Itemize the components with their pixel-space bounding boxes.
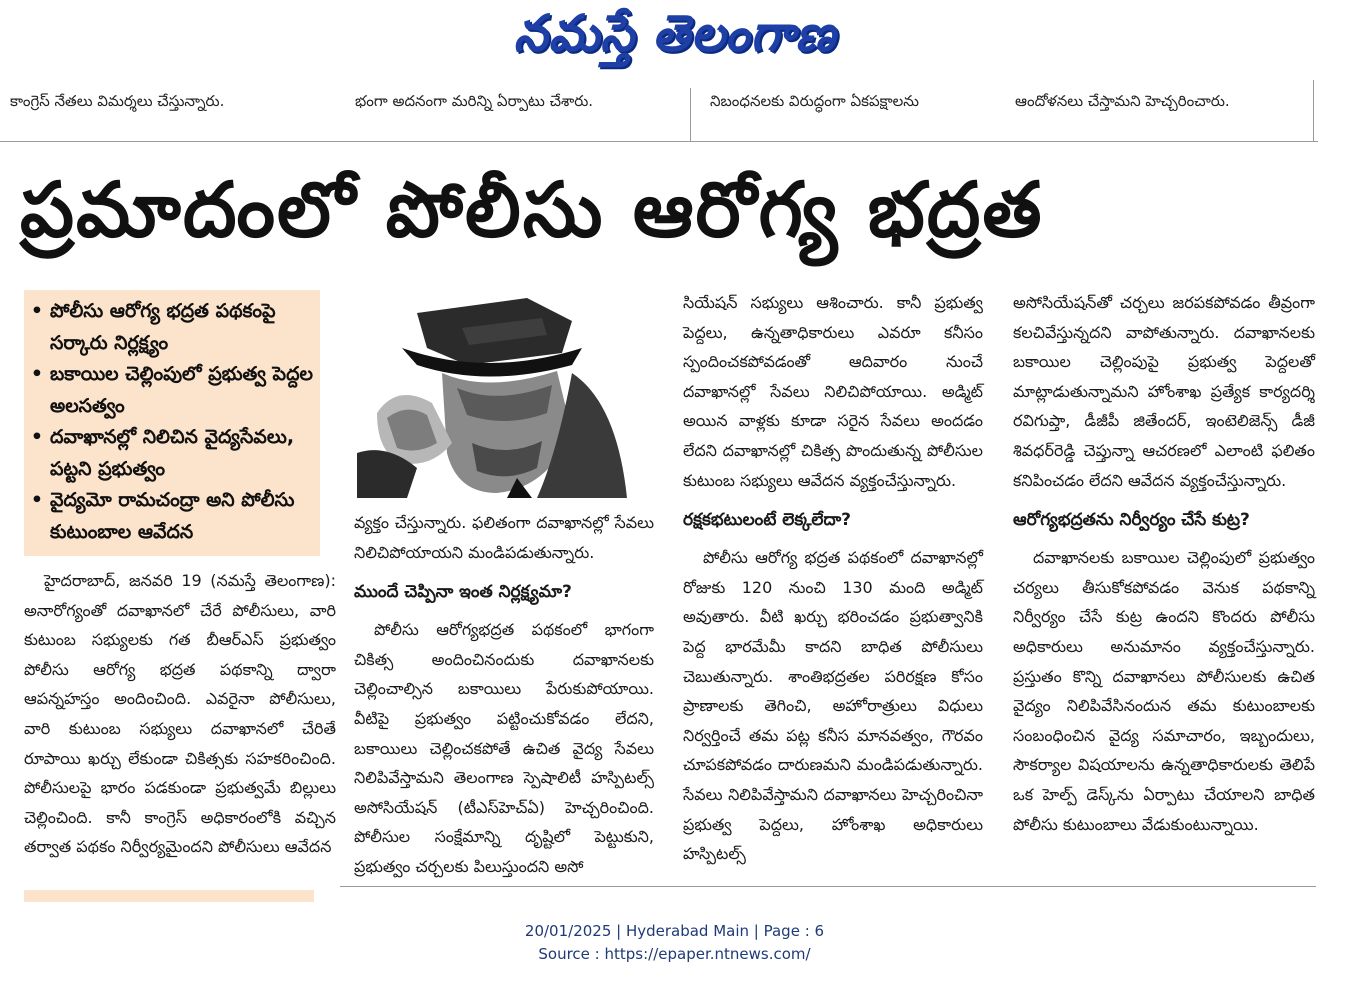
strip-text-2: భంగా అదనంగా మరిన్ని ఏర్పాటు చేశారు. <box>355 92 594 110</box>
highlights-box <box>24 290 320 556</box>
police-officer-illustration <box>357 293 647 498</box>
paragraph: వ్యక్తం చేస్తున్నారు. ఫలితంగా దవాఖానల్లో సేవలు నిలిచిపోయాయని మండిపడుతున్నారు. <box>354 513 654 562</box>
column-3 <box>683 288 983 869</box>
paragraph: పోలీసు ఆరోగ్యభద్రత పథకంలో భాగంగా చికిత్స అందించినందుకు దవాఖానలకు చెల్లించాల్సిన బకాయిలు పేరుకుపోయాయి. వీటిపై ప్రభుత్వం పట్టించుకోవడం లేదని, బకాయిలు చెల్లించకపోతే ఉచిత వైద్య సేవలు నిలిపివేస్తామని తెలంగాణ స్పెషాలిటీ హస్పిటల్స్ అసోసియేషన్ (టీఎస్‌హెచ్‌ఏ) హెచ్చరించింది. పోలీసుల సంక్షేమాన్ని దృష్టిలో పెట్టుకుని, ప్రభుత్వం చర్చలకు పిలుస్తుందని అసో <box>354 620 654 876</box>
paragraph: దవాఖానలకు బకాయిల చెల్లింపులో ప్రభుత్వం చర్యలు తీసుకోకపోవడం వెనుక పథకాన్ని నిర్వీర్యం చేసే కుట్ర ఉందని కొందరు పోలీసు అధికారులు అనుమానం వ్యక్తంచేస్తున్నారు. ప్రస్తుతం కొన్ని దవాఖానలు పోలీసులకు ఉచిత వైద్యం నిలిపివేసినందున తమ కుటుంబాలకు సంబంధించిన వైద్య సమాచారం, ఇబ్బందులు, సౌకర్యాల విషయాలను ఉన్నతాధికారులకు తెలిపే ఒక హెల్ప్ డెస్క్‌ను ఏర్పాటు చేయాలని బాధిత పోలీసు కుటుంబాలు వేడుకుంటున్నాయి. <box>1013 548 1315 834</box>
paragraph: హైదరాబాద్, జనవరి 19 (నమస్తే తెలంగాణ): అనారోగ్యంతో దవాఖానలో చేరే పోలీసులు, వారి కుటుంబ సభ్యులకు గత బీఆర్ఎస్ ప్రభుత్వం పోలీసు ఆరోగ్య భద్రత పథకాన్ని ద్వారా ఆపన్నహస్తం అందించింది. ఎవరైనా పోలీసులు, వారి కుటుంబ సభ్యులు దవాఖానలో చేరితే రూపాయి ఖర్చు లేకుండా చికిత్సకు సహకరించింది. పోలీసులపై భారం పడకుండా ప్రభుత్వమే బిల్లులు చెల్లించింది. కానీ కాంగ్రెస్ అధికారంలోకి వచ్చిన తర్వాత పథకం నిర్వీర్యమైందని పోలీసులు ఆవేదన <box>24 571 336 857</box>
footer-date-edition: 20/01/2025 | Hyderabad Main | Page : 6 <box>524 922 825 940</box>
bullet-icon: • <box>30 363 44 385</box>
highlight-text: దవాఖానల్లో నిలిచిన వైద్యసేవలు, పట్టని ప్రభుత్వం <box>50 426 295 480</box>
bullet-icon: • <box>30 489 44 511</box>
highlight-item <box>24 359 320 422</box>
subheading: రక్షకభటులంటే లెక్కలేదా? <box>683 510 852 531</box>
paragraph: సియేషన్ సభ్యులు ఆశించారు. కానీ ప్రభుత్వ పెద్దలు, ఉన్నతాధికారులు ఎవరూ కనీసం స్పందించకపోవడంతో ఆదివారం నుంచే దవాఖానల్లో సేవలు నిలిచిపోయాయి. అడ్మిట్ అయిన వాళ్లకు కూడా సరైన సేవలు అందడం లేదని దవాఖానల్లో చికిత్స పొందుతున్న పోలీసుల కుటుంబ సభ్యులు ఆవేదన వ్యక్తంచేస్తున్నారు. <box>683 293 983 490</box>
strip-text-4: ఆందోళనలు చేస్తామని హెచ్చరించారు. <box>1015 92 1230 110</box>
masthead-logo <box>440 6 910 76</box>
bottom-box-fragment <box>24 890 314 902</box>
article-headline: ప్రమాదంలో పోలీసు ఆరోగ్య భద్రత <box>20 165 1044 254</box>
strip-text-3: నిబంధనలకు విరుద్ధంగా ఏకపక్షాలను <box>710 92 919 110</box>
highlight-text: బకాయిల చెల్లింపులో ప్రభుత్వ పెద్దల అలసత్వం <box>50 363 313 417</box>
highlight-item <box>24 485 320 548</box>
bullet-icon: • <box>30 426 44 448</box>
paragraph: అసోసియేషన్‌తో చర్చలు జరపకపోవడం తీవ్రంగా కలచివేస్తున్నదని వాపోతున్నారు. దవాఖానలకు బకాయిల చెల్లింపుపై ప్రభుత్వ పెద్దలతో మాట్లాడుతున్నామని హోంశాఖ ప్రత్యేక కార్యదర్శి రవిగుప్తా, డీజీపీ జితేందర్, ఇంటెలిజెన్స్ డీజీ శివధర్‌రెడ్డి చెప్తున్నా ఆచరణలో ఎలాంటి ఫలితం కనిపించడం లేదని ఆవేదన వ్యక్తంచేస్తున్నారు. <box>1013 293 1315 490</box>
strip-divider <box>1313 80 1314 141</box>
strip-text-1: కాంగ్రెస్ నేతలు విమర్శలు చేస్తున్నారు. <box>10 92 225 110</box>
bottom-rule <box>340 886 1316 887</box>
highlight-item <box>24 422 320 485</box>
highlight-text: పోలీసు ఆరోగ్య భద్రత పథకంపై సర్కారు నిర్లక్ష్యం <box>50 300 276 354</box>
highlight-text: వైద్యమో రామచంద్రా అని పోలీసు కుటుంబాల ఆవేదన <box>50 489 295 543</box>
strip-divider <box>690 88 691 141</box>
column-2 <box>354 508 654 882</box>
subheading: ఆరోగ్యభద్రతను నిర్వీర్యం చేసే కుట్ర? <box>1013 510 1250 531</box>
column-1 <box>24 566 336 862</box>
paragraph: పోలీసు ఆరోగ్య భద్రత పథకంలో దవాఖానల్లో రోజుకు 120 నుంచి 130 మంది అడ్మిట్ అవుతారు. వీటి ఖర్చు భరించడం ప్రభుత్వానికి పెద్ద భారమేమీ కాదని బాధిత పోలీసులు చెబుతున్నారు. శాంతిభద్రతల పరిరక్షణ కోసం ప్రాణాలకు తెగించి, అహోరాత్రులు విధులు నిర్వర్తించే తమ పట్ల కనీస మానవత్వం, గౌరవం చూపకపోవడం దారుణమని మండిపడుతున్నారు. సేవలు నిలిపివేస్తామని దవాఖానలు హెచ్చరించినా ప్రభుత్వ పెద్దలు, హోంశాఖ అధికారులు హస్పిటల్స్ <box>683 548 983 864</box>
column-4 <box>1013 288 1315 839</box>
subheading: ముందే చెప్పినా ఇంత నిర్లక్ష్యమా? <box>354 582 572 603</box>
strip-rule <box>0 141 1318 142</box>
highlight-item <box>24 296 320 359</box>
masthead-title: నమస్తే తెలంగాణ <box>513 4 837 64</box>
footer-source: Source : https://epaper.ntnews.com/ <box>538 945 811 963</box>
bullet-icon: • <box>30 300 44 322</box>
